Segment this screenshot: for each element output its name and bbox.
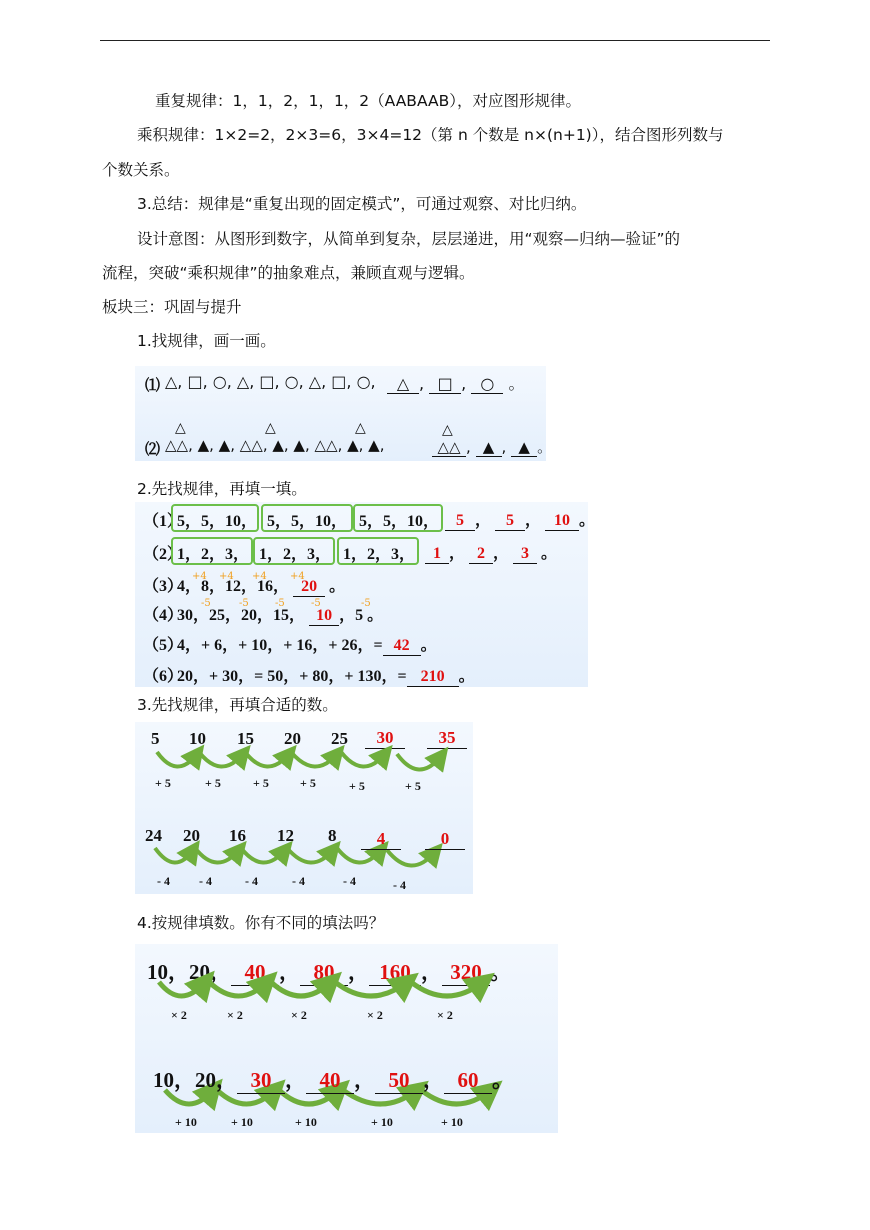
seq-number: 20 [183,826,200,845]
q2-r3-label: （3） [143,578,184,595]
answer-blank: 20 [293,578,325,597]
q2-r2-group-1: 1，2，3， [177,546,250,563]
arrow [195,848,239,863]
op-label: + 10 [295,1115,317,1129]
arrow [411,982,483,996]
q2-panel [135,502,596,687]
q1-row2-answers: △△ , ▲ , ▲ 。 [432,436,552,457]
q2-r6-seq [177,663,475,687]
q2-title: 2.先找规律，再填一填。 [137,480,307,498]
period: 。 [367,607,384,624]
q3-panel [135,722,473,894]
separator: ， [348,960,369,984]
answer-blank: 10 [545,512,579,531]
period: 。 [492,1068,513,1092]
answer-blank: △△ [432,438,466,457]
seq-number: 5 [151,729,160,748]
answer-blank: 50 [375,1068,423,1094]
seq-number: 25， [209,607,242,624]
op-label: + 10 [231,1115,253,1129]
seq-number: 10 [189,729,206,748]
answer-blank: 5 [445,512,475,531]
separator: ， [423,1068,444,1092]
repeat-rule-text: 重复规律：1，1，2，1，1，2（AABAAB），对应图形规律。 [155,92,581,110]
op-label: -5 [311,598,321,609]
period: 。 [537,438,553,456]
answer-blank: 42 [383,637,421,656]
answer-blank: 10 [309,607,339,626]
op-label: × 2 [437,1008,453,1022]
arrow [199,752,243,767]
seq-text: 4，+ 6，+ 10，+ 16，+ 26，= [177,637,383,654]
q1-row1-sequence: △, □, ○, △, □, ○, △, □, ○, [165,372,376,391]
seq-number: 20 [284,729,301,748]
q2-r1-group-1: 5，5，10， [177,513,258,530]
op-label: + 5 [205,776,221,790]
product-rule-text: 乘积规律：1×2=2，2×3=6，3×4=12（第 n 个数是 n×(n+1)），结合图形列数与 [137,126,724,144]
op-label: - 4 [245,874,258,888]
separator: ， [279,960,300,984]
seq-number: 25 [331,729,348,748]
design-intent-text-cont: 流程，突破“乘积规律”的抽象难点，兼顾直观与逻辑。 [102,264,475,282]
arrow [387,850,435,866]
q1-row2-answer-top: △ [442,422,453,438]
q2-r2-group-2: 1，2，3， [259,546,332,563]
answer-blank: 40 [306,1068,354,1094]
answer-blank: 30 [365,728,405,749]
op-label: - 4 [199,874,212,888]
seq-text: 10，20， [153,1068,237,1092]
answer-blank: 35 [427,728,467,749]
answer-blank: 210 [407,668,459,687]
q2-r4-label: （4） [143,607,184,624]
period: 。 [329,578,346,595]
answer-blank: 60 [444,1068,492,1094]
arrow [287,848,333,863]
seq-text: 20，+ 30，= 50，+ 80，+ 130，= [177,668,407,685]
op-label: × 2 [291,1008,307,1022]
period: 。 [579,512,596,529]
op-label: - 4 [157,874,170,888]
op-label: × 2 [227,1008,243,1022]
arrow [155,848,193,863]
q2-r1-answers: 5 ， 5 ， 10 。 [445,507,595,531]
op-label: +4 [252,571,267,582]
q1-row2-top-3: △ [355,420,366,436]
seq-number: 8 [328,826,337,845]
q2-r6-label: （6） [143,668,184,685]
op-label: -5 [275,598,285,609]
separator: ， [285,1068,306,1092]
q2-r1-label: （1） [143,513,184,530]
op-label: - 4 [292,874,305,888]
q2-r2-group-3: 1，2，3， [343,546,416,563]
answer-blank: 4 [361,829,401,850]
answer-blank: 320 [442,960,490,986]
q4-title: 4.按规律填数。你有不同的填法吗？ [137,914,385,932]
arrow [209,982,267,996]
seq-number: 16 [229,826,246,845]
seq-number: 15 [237,729,254,748]
seq-number: 12 [277,826,294,845]
q2-r5-seq [177,632,437,656]
arrow-row-1 [159,982,483,996]
op-label: + 10 [441,1115,463,1129]
q2-r2-answers: 1 ， 2 ， 3 。 [425,540,557,564]
op-label: +4 [290,571,305,582]
seq-text: 10，20， [147,960,231,984]
q4-panel [135,944,558,1133]
separator: ， [354,1068,375,1092]
op-label: × 2 [171,1008,187,1022]
seq-tail: ，5 [339,607,364,624]
seq-number: 12， [225,578,258,595]
op-label: × 2 [367,1008,383,1022]
op-label: + 5 [405,779,421,793]
op-label: - 4 [393,878,406,892]
answer-blank: △ [387,374,419,394]
q1-row2-top-2: △ [265,420,276,436]
arrow [245,752,289,767]
op-label: + 5 [349,779,365,793]
seq-number: 24 [145,826,162,845]
separator: ， [421,960,442,984]
header-rule [100,40,770,41]
product-rule-text-cont: 个数关系。 [102,161,180,179]
op-label: + 5 [300,776,316,790]
answer-blank: ▲ [476,438,502,457]
op-label: +4 [192,571,207,582]
answer-blank: 160 [369,960,421,986]
q3-title: 3.先找规律，再填合适的数。 [137,696,338,714]
answer-blank: ○ [471,374,503,394]
q1-panel [135,366,553,461]
op-label: + 5 [253,776,269,790]
answer-blank: 40 [231,960,279,986]
answer-blank: 30 [237,1068,285,1094]
period: 。 [420,637,437,654]
seq-number: 20， [241,607,274,624]
seq-number: 4， [177,578,202,595]
q1-row1-answers: △ , □ , ○ 。 [387,371,524,394]
answer-blank: ▲ [511,438,537,457]
q4-row2 [153,1064,513,1094]
op-label: + 10 [175,1115,197,1129]
seq-number: 16， [257,578,290,595]
arrow [341,752,385,767]
q2-r1-group-3: 5，5，10， [359,513,440,530]
period: 。 [541,545,558,562]
period: 。 [490,960,511,984]
seq-number: 15， [273,607,306,624]
arrow [157,752,197,767]
design-intent-text: 设计意图：从图形到数字，从简单到复杂，层层递进，用“观察—归纳—验证”的 [137,230,681,248]
summary-text: 3.总结：规律是“重复出现的固定模式”，可通过观察、对比归纳。 [137,195,587,213]
seq-number: 30， [177,607,210,624]
section-heading: 板块三：巩固与提升 [102,298,242,316]
period: 。 [458,668,475,685]
q1-row1-prefix: ⑴ [145,378,161,394]
op-label: + 5 [155,776,171,790]
q2-r1-group-2: 5，5，10， [267,513,348,530]
arrow [241,848,285,863]
op-label: - 4 [343,874,356,888]
q1-title: 1.找规律，画一画。 [137,332,276,350]
arrow [335,982,407,996]
op-label: -5 [201,598,211,609]
answer-blank: 80 [300,960,348,986]
answer-blank: 0 [425,829,465,850]
op-label: +4 [219,571,234,582]
answer-blank: 2 [469,545,493,564]
q1-row2-prefix: ⑵ [145,442,161,458]
arrow-row-1 [157,752,441,770]
q4-arrows [135,944,558,1133]
q1-row2-sequence: △△, ▲, ▲, △△, ▲, ▲, △△, ▲, ▲, [165,436,385,454]
answer-blank: 3 [513,545,537,564]
op-label: -5 [239,598,249,609]
seq-number: 8， [201,578,226,595]
answer-blank: □ [429,374,461,394]
arrow [337,848,381,863]
q1-row2-top-1: △ [175,420,186,436]
op-label: -5 [361,598,371,609]
arrow [397,754,441,770]
arrow [271,982,331,996]
period: 。 [508,374,525,393]
arrow [291,752,337,767]
answer-blank: 5 [495,512,525,531]
op-label: + 10 [371,1115,393,1129]
answer-blank: 1 [425,545,449,564]
arrow-row-2 [155,848,435,866]
q2-r2-label: （2） [143,546,184,563]
q3-arrows [135,722,473,894]
arrow [159,982,205,996]
q2-r5-label: （5） [143,637,184,654]
